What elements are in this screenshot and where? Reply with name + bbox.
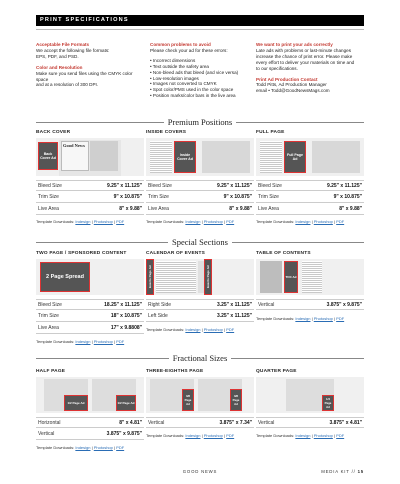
half-page-ad-horizontal: [64, 395, 88, 411]
spec-row: [256, 299, 364, 310]
info-common-problems: [150, 42, 260, 99]
info-text: and at a resolution of 300 DPI.: [36, 82, 99, 88]
pdf-link[interactable]: PDF: [336, 433, 345, 438]
two-page-ad-box: [40, 262, 90, 292]
category-title: TWO PAGE / SPONSORED CONTENT: [36, 251, 127, 256]
contact-email[interactable]: email • Todd@GoodNewsMags.com: [256, 88, 330, 94]
spec-row: [146, 417, 254, 428]
footer-page-info: [321, 469, 364, 474]
template-label: Template Downloads:: [146, 327, 186, 332]
template-downloads: [256, 219, 344, 224]
category-title: THREE-EIGHTHS PAGE: [146, 369, 204, 374]
spec-key: Bleed Size: [38, 302, 62, 308]
toc-ad-box: [284, 261, 298, 293]
spec-value: 3.875" x 7.34": [219, 420, 252, 426]
spec-row: [146, 311, 254, 322]
photoshop-link[interactable]: Photoshop: [93, 445, 113, 450]
separator: |: [90, 445, 94, 450]
back-cover-mockup: [36, 138, 144, 176]
template-downloads: [36, 339, 124, 344]
pdf-link[interactable]: PDF: [116, 445, 125, 450]
ad-label: TOC Ad: [285, 275, 297, 279]
indesign-link[interactable]: Indesign: [75, 445, 91, 450]
category-title: FULL PAGE: [256, 130, 285, 135]
spec-value: 17" x 9.8808": [110, 325, 142, 331]
spec-key: Bleed Size: [258, 183, 282, 189]
three-eighths-ad-left: [182, 389, 194, 411]
quarter-page-ad-box: [322, 395, 334, 411]
inside-cover-ad-box: [174, 141, 196, 173]
page-number: 15: [357, 469, 364, 474]
ad-label: 3/8 Page Ad: [184, 394, 192, 406]
pdf-link[interactable]: PDF: [116, 219, 125, 224]
photoshop-link[interactable]: Photoshop: [313, 219, 333, 224]
spec-row: [36, 180, 144, 191]
template-label: Template Downloads:: [256, 433, 296, 438]
spec-key: Bleed Size: [38, 183, 62, 189]
category-title: BACK COVER: [36, 130, 71, 135]
ad-label: 2 Page Spread: [46, 274, 84, 280]
category-title: INSIDE COVERS: [146, 130, 187, 135]
info-text: increase the chance of print error. Please make: [256, 53, 353, 59]
separator: |: [310, 433, 314, 438]
template-downloads: [146, 433, 234, 438]
template-label: Template Downloads:: [256, 316, 296, 321]
three-eighths-ad-right: [230, 389, 242, 411]
separator: |: [200, 433, 204, 438]
info-text: Todd Pitts, Ad Production Manager: [256, 82, 327, 88]
pdf-link[interactable]: PDF: [226, 219, 235, 224]
info-text: We accept the following file formats:: [36, 47, 110, 53]
spec-value: 3.875" x 4.81": [329, 420, 362, 426]
pdf-link[interactable]: PDF: [116, 339, 125, 344]
spec-key: Live Area: [38, 206, 59, 212]
spec-key: Trim Size: [258, 194, 279, 200]
list-item: • Text outside the safety area: [150, 63, 209, 69]
indesign-link[interactable]: Indesign: [185, 433, 201, 438]
separator: |: [222, 327, 227, 332]
spec-row: [36, 311, 144, 322]
ad-label: 1/2 Page Ad: [117, 401, 135, 405]
list-item: • Images not converted to CMYK: [150, 81, 217, 87]
quarter-page-mockup: [256, 377, 364, 413]
indesign-link[interactable]: Indesign: [295, 316, 311, 321]
spec-key: Right Side: [148, 302, 172, 308]
separator: |: [332, 433, 337, 438]
spec-row: [146, 299, 254, 310]
separator: |: [112, 219, 117, 224]
list-item: • Incorrect dimensions: [150, 57, 196, 63]
separator: |: [222, 219, 227, 224]
spec-row: [146, 180, 254, 191]
spec-row: [36, 429, 144, 440]
ad-label: Events Page Ad: [148, 265, 152, 289]
indesign-link[interactable]: Indesign: [295, 219, 311, 224]
template-label: Template Downloads:: [36, 445, 76, 450]
section-premium-positions: [36, 117, 364, 127]
spec-value: 3.875" x 9.875": [106, 431, 142, 437]
spec-value: 3.875" x 9.875": [326, 302, 362, 308]
spec-key: Live Area: [258, 206, 279, 212]
pdf-link[interactable]: PDF: [336, 316, 345, 321]
separator: |: [332, 316, 337, 321]
spec-value: 8" x 4.81": [119, 420, 142, 426]
events-ad-left: [146, 259, 154, 295]
full-page-ad-box: [284, 141, 306, 173]
spec-value: 9.25" x 11.125": [216, 183, 252, 189]
info-file-formats: [36, 42, 146, 88]
spec-value: 8" x 9.88": [339, 206, 362, 212]
spec-key: Left Side: [148, 313, 168, 319]
back-cover-ad-box: [38, 142, 58, 170]
template-label: Template Downloads:: [256, 219, 296, 224]
pdf-link[interactable]: PDF: [336, 219, 345, 224]
spec-value: 8" x 9.88": [229, 206, 252, 212]
half-page-mockup: [36, 377, 144, 413]
info-text: Please check your ad for these errors:: [150, 47, 228, 53]
photoshop-link[interactable]: Photoshop: [313, 316, 333, 321]
pdf-link[interactable]: PDF: [226, 433, 235, 438]
spec-row: [256, 180, 364, 191]
template-downloads: [146, 327, 234, 332]
half-page-ad-vertical: [116, 395, 136, 411]
info-heading: Common problems to avoid: [150, 42, 211, 47]
category-title: CALENDAR OF EVENTS: [146, 251, 206, 256]
spec-value: 3.25" x 11.125": [216, 313, 252, 319]
section-special-sections: [36, 237, 364, 247]
category-title: QUARTER PAGE: [256, 369, 297, 374]
photoshop-link[interactable]: Photoshop: [313, 433, 333, 438]
indesign-link[interactable]: Indesign: [295, 433, 311, 438]
spec-value: 9" x 10.875": [333, 194, 362, 200]
spec-row: [36, 323, 144, 334]
spec-key: Vertical: [148, 420, 165, 426]
template-label: Template Downloads:: [36, 219, 76, 224]
indesign-link[interactable]: Indesign: [75, 219, 91, 224]
photoshop-link[interactable]: Photoshop: [203, 219, 223, 224]
spec-key: Bleed Size: [148, 183, 172, 189]
spec-key: Trim Size: [38, 194, 59, 200]
info-heading: Print Ad Production Contact: [256, 76, 318, 82]
spec-key: Vertical: [258, 302, 275, 308]
photoshop-link[interactable]: Photoshop: [93, 219, 113, 224]
spec-value: 9" x 10.875": [113, 194, 142, 200]
template-label: Template Downloads:: [146, 433, 186, 438]
footer-brand: GOOD NEWS: [182, 469, 218, 474]
spec-value: 18" x 10.875": [110, 313, 142, 319]
calendar-mockup: [146, 259, 254, 295]
template-downloads: [146, 219, 234, 224]
three-eighths-mockup: [146, 377, 254, 413]
info-text: EPS, PDF, and PSD.: [36, 53, 79, 59]
footer-section: MEDIA KIT //: [321, 469, 358, 474]
spec-key: Live Area: [148, 206, 169, 212]
toc-mockup: [256, 259, 364, 295]
two-page-mockup: [36, 259, 144, 295]
spec-row: [36, 192, 144, 203]
info-heading: Color and Resolution: [36, 64, 83, 70]
indesign-link[interactable]: Indesign: [185, 219, 201, 224]
spec-key: Live Area: [38, 325, 59, 331]
spec-key: Vertical: [38, 431, 55, 437]
template-downloads: [256, 433, 344, 438]
separator: |: [332, 219, 337, 224]
info-text: every effort to deliver your materials on time and: [256, 59, 355, 65]
template-downloads: [36, 219, 124, 224]
separator: |: [310, 316, 314, 321]
separator: |: [112, 339, 117, 344]
section-heading: Special Sections: [168, 237, 232, 247]
magazine-logo: Good News: [63, 143, 85, 148]
ad-label: Full Page Ad: [287, 153, 303, 161]
separator: |: [310, 219, 314, 224]
category-title: HALF PAGE: [36, 369, 66, 374]
photoshop-link[interactable]: Photoshop: [203, 433, 223, 438]
separator: |: [90, 339, 94, 344]
separator: |: [200, 219, 204, 224]
info-text: to our specifications.: [256, 65, 298, 71]
spec-key: Trim Size: [148, 194, 169, 200]
spec-value: 18.25" x 11.125": [104, 302, 142, 308]
ad-label: 1/4 Page Ad: [324, 397, 332, 409]
spec-row: [256, 192, 364, 203]
separator: |: [90, 219, 94, 224]
spec-row: [256, 204, 364, 215]
section-fractional-sizes: [36, 353, 364, 363]
info-text: Late ads with problems or last-minute changes: [256, 47, 351, 53]
template-downloads: [256, 316, 344, 321]
pdf-link[interactable]: PDF: [226, 327, 235, 332]
spec-value: 9.25" x 11.125": [326, 183, 362, 189]
spec-key: Vertical: [258, 420, 275, 426]
spec-value: 9.25" x 11.125": [106, 183, 142, 189]
spec-value: 9" x 10.875": [223, 194, 252, 200]
photoshop-link[interactable]: Photoshop: [93, 339, 113, 344]
category-title: TABLE OF CONTENTS: [256, 251, 311, 256]
photoshop-link[interactable]: Photoshop: [203, 327, 223, 332]
events-ad-right: [204, 259, 212, 295]
spec-row: [36, 417, 144, 428]
ad-label: Back Cover Ad: [40, 152, 56, 160]
template-label: Template Downloads:: [146, 219, 186, 224]
inside-cover-mockup: [146, 138, 254, 176]
separator: |: [200, 327, 204, 332]
ad-label: Inside Cover Ad: [177, 153, 193, 161]
list-item: • Low-resolution images: [150, 75, 199, 81]
spec-row: [36, 299, 144, 310]
indesign-link[interactable]: Indesign: [185, 327, 201, 332]
spec-value: 3.25" x 11.125": [216, 302, 252, 308]
page-title: PRINT SPECIFICATIONS: [40, 17, 129, 23]
list-item: • Spot color/PMS used in the color space: [150, 87, 234, 93]
spec-row: [146, 204, 254, 215]
info-heading: Acceptable File Formats: [36, 42, 90, 47]
indesign-link[interactable]: Indesign: [75, 339, 91, 344]
spec-key: Horizontal: [38, 420, 61, 426]
spec-row: [256, 417, 364, 428]
full-page-mockup: [256, 138, 364, 176]
list-item: • Non-bleed ads that bleed (and vice versa): [150, 69, 239, 75]
ad-label: 1/2 Page Ad: [67, 401, 85, 405]
template-label: Template Downloads:: [36, 339, 76, 344]
info-print-correctly: [256, 42, 366, 94]
list-item: • Position marks/color bars in the live area: [150, 93, 236, 99]
ad-label: 3/8 Page Ad: [232, 394, 240, 406]
spec-row: [36, 204, 144, 215]
ad-label: Events Page Ad: [206, 265, 210, 289]
info-text: Make sure you send files using the CMYK color space: [36, 70, 133, 82]
separator: |: [222, 433, 227, 438]
template-downloads: [36, 445, 124, 450]
separator: |: [112, 445, 117, 450]
spec-value: 8" x 9.88": [119, 206, 142, 212]
spec-row: [146, 192, 254, 203]
section-heading: Premium Positions: [164, 117, 236, 127]
spec-key: Trim Size: [38, 313, 59, 319]
header-divider: [36, 29, 364, 30]
info-heading: We want to print your ads correctly: [256, 42, 333, 47]
section-heading: Fractional Sizes: [169, 353, 232, 363]
